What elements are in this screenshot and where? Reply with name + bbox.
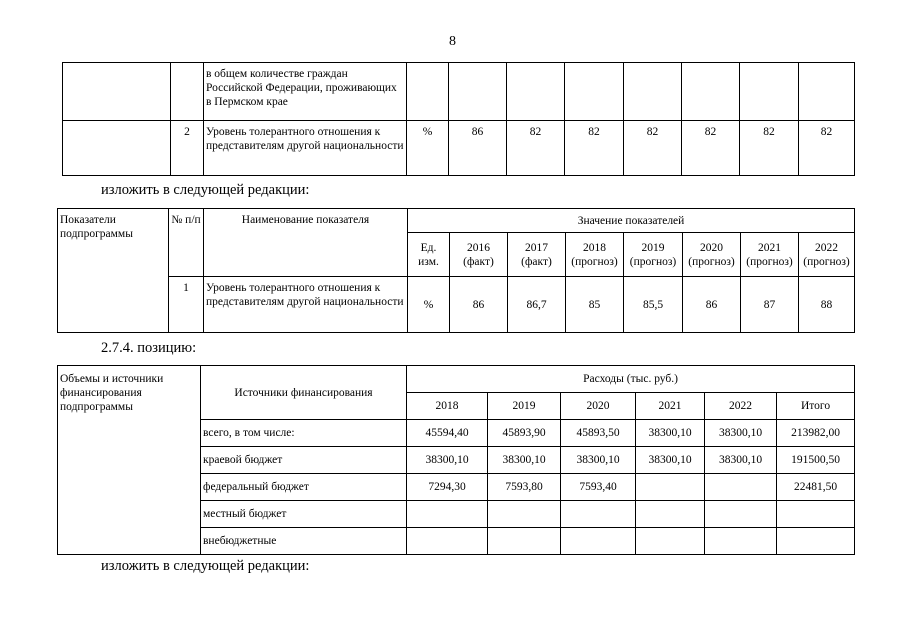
amount-cell: 38300,10 <box>705 447 777 474</box>
value-cell: 82 <box>740 121 799 176</box>
row-number: 2 <box>171 121 204 176</box>
header-year: 2020 <box>561 393 636 420</box>
table-header-row <box>58 209 855 233</box>
amount-cell: 22481,50 <box>777 474 855 501</box>
page-number: 8 <box>449 34 456 49</box>
header-year: 2020 (прогноз) <box>683 233 741 277</box>
amount-cell <box>407 528 488 555</box>
header-year: 2019 (прогноз) <box>624 233 683 277</box>
amount-cell: 7593,40 <box>561 474 636 501</box>
amount-cell: 213982,00 <box>777 420 855 447</box>
header-expenses: Расходы (тыс. руб.) <box>407 366 855 393</box>
value-cell: 86 <box>683 277 741 333</box>
amount-cell <box>407 501 488 528</box>
unit-cell: % <box>408 277 450 333</box>
header-year: 2018 <box>407 393 488 420</box>
amount-cell <box>636 501 705 528</box>
amount-cell: 45893,90 <box>488 420 561 447</box>
source-label: федеральный бюджет <box>201 474 407 501</box>
value-cell: 82 <box>799 121 855 176</box>
value-cell: 85 <box>566 277 624 333</box>
value-cell: 85,5 <box>624 277 683 333</box>
paragraph-new-edition: изложить в следующей редакции: <box>101 182 310 198</box>
amount-cell: 45594,40 <box>407 420 488 447</box>
table-row <box>58 277 855 333</box>
header-financing-volumes: Объемы и источники финансирования подпрограммы <box>58 366 201 555</box>
source-label: местный бюджет <box>201 501 407 528</box>
amount-cell: 191500,50 <box>777 447 855 474</box>
table-header-row <box>58 366 855 393</box>
amount-cell <box>705 474 777 501</box>
header-sources: Источники финансирования <box>201 366 407 420</box>
table-indicators-new <box>57 208 855 333</box>
paragraph-position: 2.7.4. позицию: <box>101 340 197 356</box>
indicator-name: Уровень толерантного отношения к представителям другой национальности <box>204 121 407 176</box>
header-year: 2022 (прогноз) <box>799 233 855 277</box>
table-row <box>63 63 855 121</box>
unit-cell: % <box>407 121 449 176</box>
header-unit: Ед. изм. <box>408 233 450 277</box>
amount-cell: 38300,10 <box>488 447 561 474</box>
row-number: 1 <box>169 277 204 333</box>
source-label: всего, в том числе: <box>201 420 407 447</box>
source-label: краевой бюджет <box>201 447 407 474</box>
header-year: 2022 <box>705 393 777 420</box>
table-indicators-old <box>62 62 855 176</box>
header-values: Значение показателей <box>408 209 855 233</box>
amount-cell: 38300,10 <box>407 447 488 474</box>
source-label: внебюджетные <box>201 528 407 555</box>
amount-cell <box>561 501 636 528</box>
header-year: 2018 (прогноз) <box>566 233 624 277</box>
value-cell: 86 <box>449 121 507 176</box>
header-year: 2019 <box>488 393 561 420</box>
amount-cell: 7294,30 <box>407 474 488 501</box>
value-cell: 82 <box>624 121 682 176</box>
value-cell: 82 <box>507 121 565 176</box>
indicator-name: в общем количестве граждан Российской Федерации, проживающих в Пермском крае <box>204 63 407 121</box>
amount-cell <box>488 501 561 528</box>
amount-cell <box>561 528 636 555</box>
amount-cell: 38300,10 <box>705 420 777 447</box>
header-year: 2021 (прогноз) <box>741 233 799 277</box>
header-number: № п/п <box>169 209 204 277</box>
amount-cell <box>777 501 855 528</box>
amount-cell: 38300,10 <box>561 447 636 474</box>
value-cell: 87 <box>741 277 799 333</box>
header-total: Итого <box>777 393 855 420</box>
value-cell: 82 <box>565 121 624 176</box>
amount-cell: 7593,80 <box>488 474 561 501</box>
amount-cell: 38300,10 <box>636 420 705 447</box>
amount-cell: 38300,10 <box>636 447 705 474</box>
amount-cell <box>636 528 705 555</box>
header-year: 2016 (факт) <box>450 233 508 277</box>
amount-cell <box>705 501 777 528</box>
paragraph-new-edition: изложить в следующей редакции: <box>101 558 310 574</box>
amount-cell <box>777 528 855 555</box>
value-cell: 86,7 <box>508 277 566 333</box>
table-financing <box>57 365 855 555</box>
table-row <box>63 121 855 176</box>
header-year: 2017 (факт) <box>508 233 566 277</box>
value-cell: 88 <box>799 277 855 333</box>
value-cell: 82 <box>682 121 740 176</box>
amount-cell <box>488 528 561 555</box>
indicator-name: Уровень толерантного отношения к представителям другой национальности <box>204 277 408 333</box>
amount-cell <box>705 528 777 555</box>
amount-cell <box>636 474 705 501</box>
amount-cell: 45893,50 <box>561 420 636 447</box>
header-indicators: Показатели подпрограммы <box>58 209 169 333</box>
header-indicator-name: Наименование показателя <box>204 209 408 277</box>
header-year: 2021 <box>636 393 705 420</box>
value-cell: 86 <box>450 277 508 333</box>
